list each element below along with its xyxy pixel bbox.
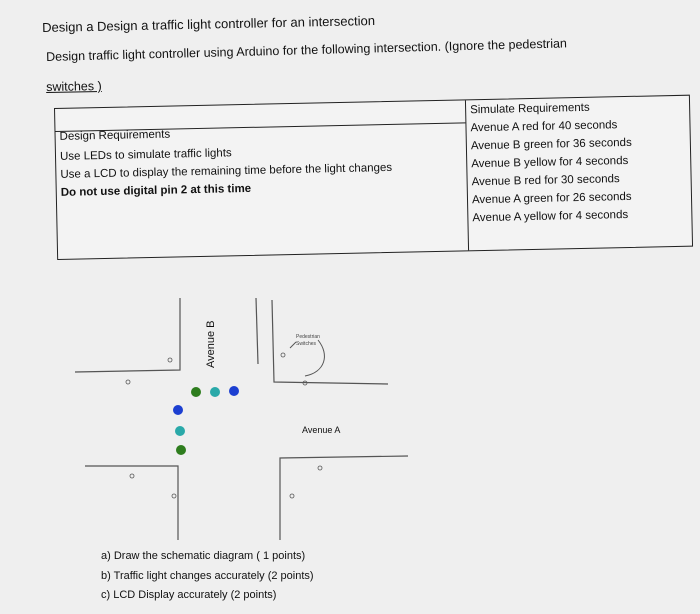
marker-circle: [130, 474, 134, 478]
design-requirement-2: Use a LCD to display the remaining time before the light changes: [60, 161, 393, 181]
question-b: b) Traffic light changes accurately (2 points): [101, 570, 314, 582]
avenue-b-label: Avenue B: [205, 320, 217, 368]
marker-circle: [281, 353, 285, 357]
intro-line-1: Design traffic light controller using Arduino for the following intersection. (Ignore the pedestrian: [46, 36, 568, 64]
teal-led: [175, 426, 185, 436]
pedestrian-label-line-1: Pedestrian: [296, 334, 320, 340]
marker-circle: [126, 380, 130, 384]
marker-circles: [126, 353, 322, 498]
question-a: a) Draw the schematic diagram ( 1 points): [101, 550, 306, 562]
simulate-requirement-6: Avenue A yellow for 4 seconds: [472, 209, 629, 225]
simulate-requirement-4: Avenue B red for 30 seconds: [471, 173, 620, 189]
requirements-table: [54, 95, 693, 260]
design-requirements-header: Design Requirements: [59, 128, 171, 143]
marker-circle: [290, 494, 294, 498]
intro-line-2: switches ): [46, 79, 102, 94]
road-edge-bottom-left: [85, 466, 178, 540]
design-requirement-1: Use LEDs to simulate traffic lights: [59, 147, 232, 163]
blue-led: [229, 386, 239, 396]
simulate-requirement-3: Avenue B yellow for 4 seconds: [471, 154, 629, 171]
blue-led: [173, 405, 183, 415]
pedestrian-label-line-2: Switches: [296, 341, 317, 347]
intersection-diagram: [0, 280, 700, 540]
traffic-lights-avenue-a: [173, 405, 186, 455]
traffic-lights-avenue-b: [191, 386, 239, 397]
simulate-requirement-1: Avenue A red for 40 seconds: [470, 119, 618, 135]
marker-circle: [168, 358, 172, 362]
road-edge-top-right: [272, 300, 388, 384]
marker-circle: [318, 466, 322, 470]
road-edge-bottom-right: [280, 456, 408, 540]
road-edge-top-left: [75, 298, 180, 372]
question-c: c) LCD Display accurately (2 points): [101, 589, 277, 601]
green-led: [191, 387, 201, 397]
marker-circle: [172, 494, 176, 498]
avenue-a-label: Avenue A: [302, 425, 341, 435]
road-edges: [75, 298, 408, 540]
design-requirement-3: Do not use digital pin 2 at this time: [60, 182, 252, 199]
simulate-requirement-2: Avenue B green for 36 seconds: [470, 136, 632, 153]
pedestrian-switches-label: [296, 334, 320, 348]
simulate-requirement-5: Avenue A green for 26 seconds: [471, 190, 632, 207]
green-led: [176, 445, 186, 455]
road-edge-avenue-b-right: [256, 298, 258, 364]
page-title: Design a Design a traffic light controller for an intersection: [42, 13, 376, 35]
simulate-requirements-header: Simulate Requirements: [470, 101, 590, 117]
table-divider: [465, 100, 469, 250]
teal-led: [210, 387, 220, 397]
